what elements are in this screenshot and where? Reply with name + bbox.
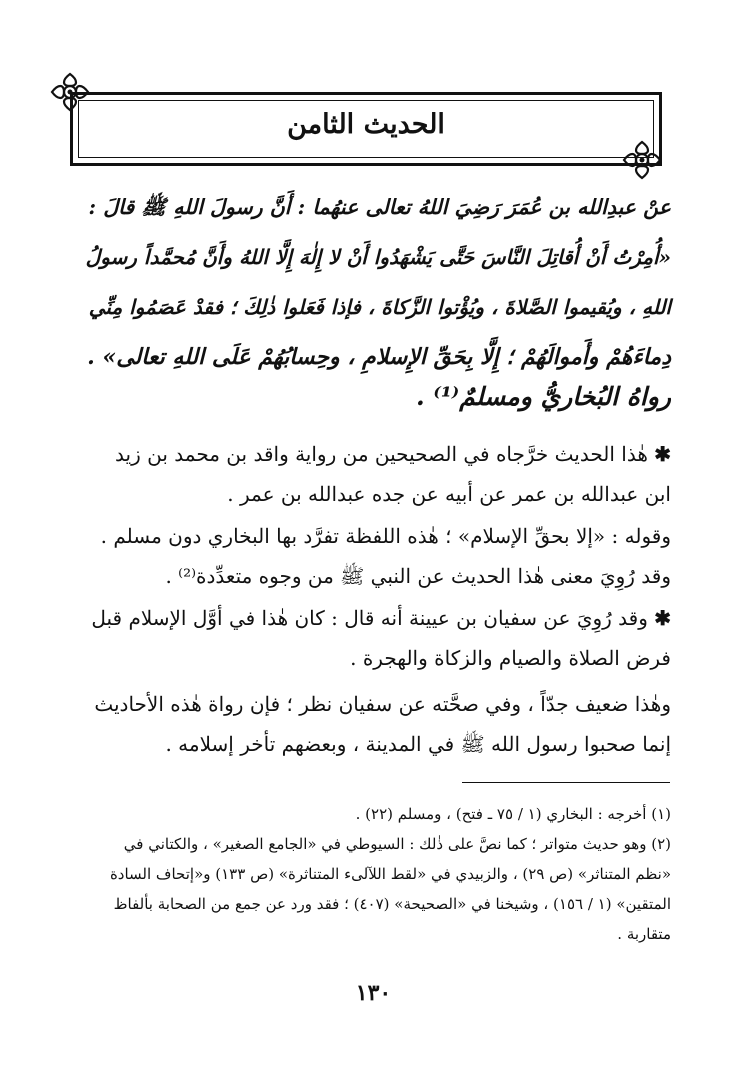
- bullet-star-icon: ✱: [654, 606, 671, 630]
- page-number: ١٣٠: [355, 980, 392, 1006]
- hadith-line: اللهِ ، ويُقيموا الصَّلاةَ ، ويُؤْتوا الزَّكاةَ ، فإذا فَعَلوا ذٰلِكَ ؛ فقدْ عَصَمُوا مِنِّي: [88, 295, 671, 319]
- hadith-line: «أُمِرْتُ أَنْ أُقاتِلَ النَّاسَ حَتَّى يَشْهَدُوا أَنْ لا إِلٰهَ إِلَّا اللهُ وأَنَّ مُحمَّداً رسولُ: [85, 245, 671, 269]
- footnote: (٢) وهو حديث متواتر ؛ كما نصَّ على ذٰلك : السيوطي في «الجامع الصغير» ، والكتاني في: [123, 835, 671, 853]
- title-frame: [70, 92, 662, 166]
- commentary-text: هٰذا الحديث خرَّجاه في الصحيحين من رواية واقد بن محمد بن زيد: [115, 442, 648, 466]
- footnote: (١) أخرجه : البخاري (١ / ٧٥ ـ فتح) ، ومسلم (٢٢) .: [355, 805, 671, 823]
- commentary-line: [78, 434, 671, 474]
- hadith-narration: رواهُ البُخاريُّ ومسلمٌ⁽¹⁾ .: [415, 382, 671, 411]
- commentary-line: فرض الصلاة والصيام والزكاة والهجرة .: [350, 646, 671, 670]
- hadith-line: عنْ عبدِالله بن عُمَرَ رَضِيَ اللهُ تعالى عنهُما : أَنَّ رسولَ اللهِ ﷺ قالَ :: [88, 195, 671, 219]
- footnote: «نظم المتناثر» (ص ٢٩) ، والزبيدي في «لقط اللآلىء المتناثرة» (ص ١٣٣) و«إتحاف السادة: [109, 865, 671, 883]
- commentary-line: وقد رُوِيَ معنى هٰذا الحديث عن النبي ﷺ من وجوه متعدِّدة⁽²⁾ .: [165, 564, 671, 588]
- footnote: متقاربة .: [617, 925, 671, 943]
- commentary-line: ابن عبدالله بن عمر عن أبيه عن جده عبدالله بن عمر .: [227, 482, 671, 506]
- bullet-star-icon: ✱: [654, 442, 671, 466]
- commentary-text: وقد رُوِيَ عن سفيان بن عيينة أنه قال : كان هٰذا في أوَّل الإسلام قبل: [91, 606, 648, 630]
- commentary-line: وقوله : «إلا بحقِّ الإسلام» ؛ هٰذه اللفظة تفرَّد بها البخاري دون مسلم .: [100, 524, 671, 548]
- commentary-line: [78, 598, 671, 638]
- commentary-line: إنما صحبوا رسول الله ﷺ في المدينة ، وبعضهم تأخر إسلامه .: [165, 732, 671, 756]
- page-title: الحديث الثامن: [287, 109, 445, 140]
- commentary-line: وهٰذا ضعيف جدّاً ، وفي صحَّته عن سفيان نظر ؛ فإن رواة هٰذه الأحاديث: [94, 692, 671, 716]
- hadith-line: دِماءَهُمْ وأَموالَهُمْ ؛ إِلَّا بِحَقِّ الإِسلامِ ، وحِسابُهُمْ عَلَى اللهِ تعالى» .: [87, 344, 671, 370]
- footnote-divider: [462, 782, 670, 783]
- footnote: المتقين» (١ / ١٥٦) ، وشيخنا في «الصحيحة» (٤٠٧) ؛ فقد ورد عن جمع من الصحابة بألفاظ: [113, 895, 671, 913]
